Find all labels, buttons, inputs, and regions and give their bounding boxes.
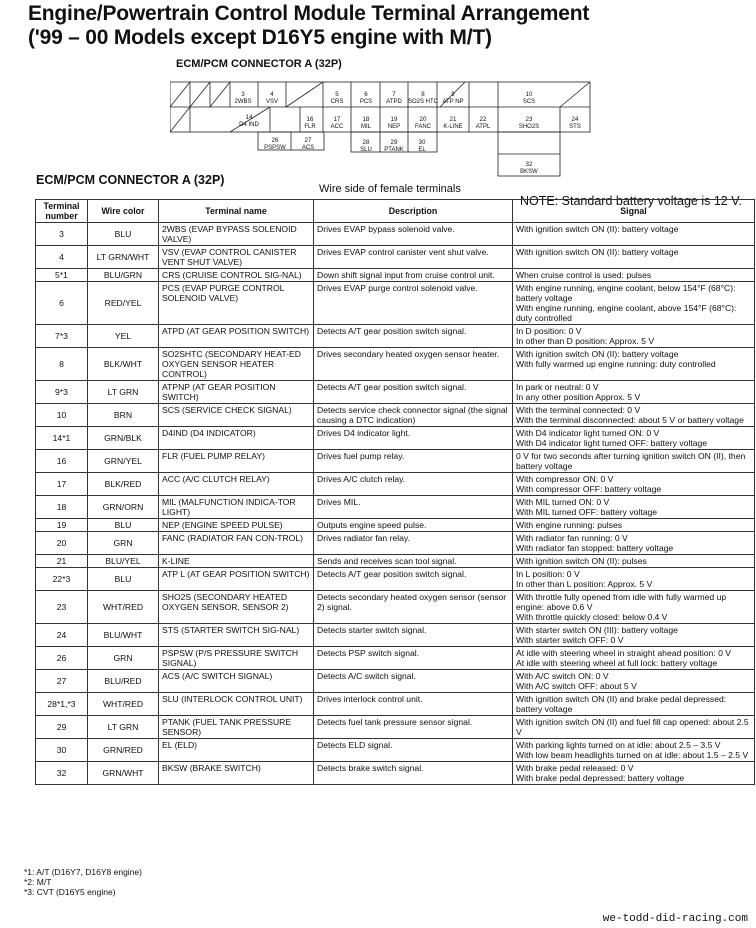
connector-terminal-number: 18 [362, 116, 370, 123]
terminal-name-cell: NEP (ENGINE SPEED PULSE) [159, 519, 314, 532]
connector-terminal-label: PCS [359, 99, 373, 105]
wire-color-cell: GRN/RED [88, 739, 159, 762]
terminal-table-container [35, 199, 754, 785]
description-cell: Detects ELD signal. [314, 739, 513, 762]
section-heading: ECM/PCM CONNECTOR A (32P) [36, 173, 225, 187]
description-cell: Drives fuel pump relay. [314, 450, 513, 473]
table-row [36, 555, 755, 568]
table-row [36, 450, 755, 473]
footnote-1: *1: A/T (D16Y7, D16Y8 engine) [24, 867, 142, 877]
terminal-number-cell: 23 [36, 591, 88, 624]
connector-terminal-number: 30 [418, 139, 426, 146]
description-cell: Detects starter switch signal. [314, 624, 513, 647]
wire-color-cell: LT GRN [88, 381, 159, 404]
terminal-number-cell: 27 [36, 670, 88, 693]
table-row [36, 496, 755, 519]
terminal-name-cell: EL (ELD) [159, 739, 314, 762]
table-row [36, 716, 755, 739]
connector-terminal-label: BKSW [520, 169, 538, 175]
signal-cell: When cruise control is used: pulses [513, 269, 755, 282]
terminal-number-cell: 18 [36, 496, 88, 519]
terminal-name-cell: SCS (SERVICE CHECK SIGNAL) [159, 404, 314, 427]
description-cell: Detects PSP switch signal. [314, 647, 513, 670]
table-row [36, 591, 755, 624]
signal-cell: With throttle fully opened from idle with fully warmed up engine: above 0.6 V With throttle quickly closed: below 0.4 V [513, 591, 755, 624]
terminal-number-cell: 10 [36, 404, 88, 427]
wire-color-cell: LT GRN/WHT [88, 246, 159, 269]
connector-terminal-label: SLU [360, 147, 372, 153]
connector-terminal-number: 28 [362, 139, 370, 146]
terminal-name-cell: STS (STARTER SWITCH SIG-NAL) [159, 624, 314, 647]
footnote-2: *2: M/T [24, 877, 52, 887]
connector-terminal-label: SO2S HTC [407, 99, 439, 105]
terminal-name-cell: 2WBS (EVAP BYPASS SOLENOID VALVE) [159, 223, 314, 246]
connector-terminal-number: 21 [449, 116, 457, 123]
wire-color-cell: BLU [88, 519, 159, 532]
table-row [36, 647, 755, 670]
table-row [36, 670, 755, 693]
connector-terminal-number: 6 [364, 91, 368, 98]
connector-terminal-number: 8 [421, 91, 425, 98]
table-row [36, 568, 755, 591]
wire-color-cell: WHT/RED [88, 693, 159, 716]
connector-diagram-title: ECM/PCM CONNECTOR A (32P) [176, 58, 342, 70]
connector-terminal-number: 4 [270, 91, 274, 98]
header-signal: Signal [513, 200, 755, 223]
wire-color-cell: BLU/YEL [88, 555, 159, 568]
terminal-name-cell: PCS (EVAP PURGE CONTROL SOLENOID VALVE) [159, 282, 314, 325]
wire-color-cell: BLU/RED [88, 670, 159, 693]
description-cell: Detects A/T gear position switch signal. [314, 325, 513, 348]
wire-color-cell: BRN [88, 404, 159, 427]
signal-cell: With MIL turned ON: 0 V With MIL turned OFF: battery voltage [513, 496, 755, 519]
signal-cell: With compressor ON: 0 V With compressor OFF: battery voltage [513, 473, 755, 496]
wire-color-cell: BLU [88, 568, 159, 591]
wire-color-cell: GRN [88, 647, 159, 670]
description-cell: Down shift signal input from cruise control unit. [314, 269, 513, 282]
connector-terminal-number: 19 [390, 116, 398, 123]
signal-cell: With the terminal connected: 0 V With the terminal disconnected: about 5 V or battery voltage [513, 404, 755, 427]
table-row [36, 762, 755, 785]
signal-cell: With starter switch ON (III): battery voltage With starter switch OFF: 0 V [513, 624, 755, 647]
terminal-number-cell: 7*3 [36, 325, 88, 348]
signal-cell: At idle with steering wheel in straight ahead position: 0 V At idle with steering wheel at full lock: battery voltage [513, 647, 755, 670]
connector-terminal-number: 23 [525, 116, 533, 123]
terminal-name-cell: ATP L (AT GEAR POSITION SWITCH) [159, 568, 314, 591]
connector-terminal-number: 29 [390, 139, 398, 146]
signal-cell: With ignition switch ON (II): battery voltage [513, 223, 755, 246]
connector-terminal-number: 20 [419, 116, 427, 123]
terminal-number-cell: 5*1 [36, 269, 88, 282]
table-row [36, 381, 755, 404]
description-cell: Sends and receives scan tool signal. [314, 555, 513, 568]
terminal-name-cell: SLU (INTERLOCK CONTROL UNIT) [159, 693, 314, 716]
table-header-row [36, 200, 755, 223]
terminal-number-cell: 16 [36, 450, 88, 473]
connector-terminal-number: 24 [571, 116, 579, 123]
header-terminal-number: Terminal number [36, 200, 88, 223]
signal-cell: With ignition switch ON (II): battery voltage With fully warmed up engine running: duty controlled [513, 348, 755, 381]
connector-terminal-label: EL [418, 147, 426, 153]
terminal-name-cell: K-LINE [159, 555, 314, 568]
connector-terminal-label: 2WBS [234, 99, 252, 105]
description-cell: Drives A/C clutch relay. [314, 473, 513, 496]
table-row [36, 693, 755, 716]
footnote-3: *3: CVT (D16Y5 engine) [24, 887, 116, 897]
connector-terminal-label: ATP NP [442, 99, 464, 105]
signal-cell: In park or neutral: 0 V In any other position Approx. 5 V [513, 381, 755, 404]
connector-terminal-label: STS [569, 124, 581, 130]
connector-terminal-number: 14 [245, 114, 253, 121]
connector-terminal-label: FANC [414, 124, 432, 130]
description-cell: Detects secondary heated oxygen sensor (sensor 2) signal. [314, 591, 513, 624]
terminal-number-cell: 8 [36, 348, 88, 381]
table-row [36, 348, 755, 381]
wire-color-cell: GRN/ORN [88, 496, 159, 519]
signal-cell: With radiator fan running: 0 V With radiator fan stopped: battery voltage [513, 532, 755, 555]
wire-color-cell: GRN/YEL [88, 450, 159, 473]
terminal-number-cell: 28*1,*3 [36, 693, 88, 716]
connector-terminal-number: 9 [451, 91, 455, 98]
signal-cell: With parking lights turned on at idle: about 2.5 – 3.5 V With low beam headlights turned on at idle: about 1.5 – 2.5 V [513, 739, 755, 762]
connector-terminal-label: FLR [304, 124, 316, 130]
description-cell: Drives radiator fan relay. [314, 532, 513, 555]
table-row [36, 532, 755, 555]
table-row [36, 427, 755, 450]
terminal-name-cell: FLR (FUEL PUMP RELAY) [159, 450, 314, 473]
description-cell: Detects service check connector signal (the signal causing a DTC indication) [314, 404, 513, 427]
terminal-number-cell: 32 [36, 762, 88, 785]
signal-cell: With ignition switch ON (II): battery voltage [513, 246, 755, 269]
terminal-number-cell: 29 [36, 716, 88, 739]
terminal-number-cell: 9*3 [36, 381, 88, 404]
table-row [36, 269, 755, 282]
connector-terminal-label: SCS [522, 99, 536, 105]
signal-cell: With ignition switch ON (II) and fuel fill cap opened: about 2.5 V [513, 716, 755, 739]
terminal-table [35, 199, 755, 785]
terminal-number-cell: 19 [36, 519, 88, 532]
wire-side-caption: Wire side of female terminals [319, 183, 461, 195]
connector-terminal-label: PTANK [384, 147, 404, 153]
wire-color-cell: GRN/WHT [88, 762, 159, 785]
terminal-name-cell: BKSW (BRAKE SWITCH) [159, 762, 314, 785]
description-cell: Drives EVAP purge control solenoid valve. [314, 282, 513, 325]
terminal-number-cell: 22*3 [36, 568, 88, 591]
terminal-number-cell: 20 [36, 532, 88, 555]
signal-cell: With engine running, engine coolant, below 154°F (68°C): battery voltage With engine running, engine coolant, above 154°F (68°C): duty controlled [513, 282, 755, 325]
signal-cell: In D position: 0 V In other than D position: Approx. 5 V [513, 325, 755, 348]
connector-diagram [170, 76, 600, 180]
description-cell: Detects brake switch signal. [314, 762, 513, 785]
signal-cell: With engine running: pulses [513, 519, 755, 532]
terminal-name-cell: CRS (CRUISE CONTROL SIG-NAL) [159, 269, 314, 282]
connector-terminal-number: 3 [241, 91, 245, 98]
signal-cell: With A/C switch ON: 0 V With A/C switch OFF: about 5 V [513, 670, 755, 693]
description-cell: Drives EVAP bypass solenoid valve. [314, 223, 513, 246]
table-row [36, 739, 755, 762]
connector-terminal-label: PSPSW [264, 145, 286, 151]
terminal-number-cell: 3 [36, 223, 88, 246]
description-cell: Drives EVAP control canister vent shut valve. [314, 246, 513, 269]
signal-cell: With ignition switch ON (II): pulses [513, 555, 755, 568]
connector-terminal-number: 27 [304, 137, 312, 144]
connector-terminal-label: ATPL [475, 124, 491, 130]
wire-color-cell: GRN [88, 532, 159, 555]
signal-cell: With ignition switch ON (II) and brake pedal depressed: battery voltage [513, 693, 755, 716]
terminal-name-cell: MIL (MALFUNCTION INDICA-TOR LIGHT) [159, 496, 314, 519]
table-row [36, 325, 755, 348]
connector-terminal-label: D4 IND [239, 122, 259, 128]
description-cell: Drives secondary heated oxygen sensor heater. [314, 348, 513, 381]
wire-color-cell: YEL [88, 325, 159, 348]
wire-color-cell: BLU/WHT [88, 624, 159, 647]
connector-terminal-number: 5 [335, 91, 339, 98]
connector-terminal-number: 10 [525, 91, 533, 98]
connector-terminal-label: ACS [301, 145, 315, 151]
description-cell: Drives interlock control unit. [314, 693, 513, 716]
terminal-name-cell: VSV (EVAP CONTROL CANISTER VENT SHUT VALVE) [159, 246, 314, 269]
terminal-name-cell: SO2SHTC (SECONDARY HEAT-ED OXYGEN SENSOR HEATER CONTROL) [159, 348, 314, 381]
description-cell: Detects A/T gear position switch signal. [314, 381, 513, 404]
terminal-number-cell: 24 [36, 624, 88, 647]
connector-terminal-number: 26 [271, 137, 279, 144]
terminal-name-cell: PSPSW (P/S PRESSURE SWITCH SIGNAL) [159, 647, 314, 670]
connector-terminal-label: ATPD [386, 99, 402, 105]
wire-color-cell: BLK/RED [88, 473, 159, 496]
connector-terminal-label: NEP [387, 124, 401, 130]
header-description: Description [314, 200, 513, 223]
wire-color-cell: RED/YEL [88, 282, 159, 325]
terminal-number-cell: 30 [36, 739, 88, 762]
terminal-number-cell: 14*1 [36, 427, 88, 450]
description-cell: Drives D4 indicator light. [314, 427, 513, 450]
terminal-name-cell: D4IND (D4 INDICATOR) [159, 427, 314, 450]
description-cell: Detects fuel tank pressure sensor signal. [314, 716, 513, 739]
signal-cell: With D4 indicator light turned ON: 0 V With D4 indicator light turned OFF: battery voltage [513, 427, 755, 450]
wire-color-cell: BLK/WHT [88, 348, 159, 381]
header-wire-color: Wire color [88, 200, 159, 223]
wire-color-cell: WHT/RED [88, 591, 159, 624]
connector-terminal-label: MIL [360, 124, 372, 130]
connector-terminal-label: K-LINE [443, 124, 463, 130]
connector-terminal-number: 7 [392, 91, 396, 98]
terminal-number-cell: 4 [36, 246, 88, 269]
connector-terminal-label: VSV [265, 99, 279, 105]
signal-cell: In L position: 0 V In other than L position: Approx. 5 V [513, 568, 755, 591]
terminal-name-cell: ATPD (AT GEAR POSITION SWITCH) [159, 325, 314, 348]
connector-terminal-number: 32 [525, 161, 533, 168]
connector-terminal-number: 22 [479, 116, 487, 123]
connector-terminal-label: SHO2S [518, 124, 540, 130]
terminal-number-cell: 6 [36, 282, 88, 325]
terminal-name-cell: PTANK (FUEL TANK PRESSURE SENSOR) [159, 716, 314, 739]
connector-terminal-label: ACC [330, 124, 344, 130]
terminal-number-cell: 26 [36, 647, 88, 670]
connector-terminal-label: CRS [330, 99, 344, 105]
description-cell: Detects A/C switch signal. [314, 670, 513, 693]
signal-cell: With brake pedal released: 0 V With brake pedal depressed: battery voltage [513, 762, 755, 785]
description-cell: Detects A/T gear position switch signal. [314, 568, 513, 591]
terminal-number-cell: 21 [36, 555, 88, 568]
signal-cell: 0 V for two seconds after turning ignition switch ON (II), then battery voltage [513, 450, 755, 473]
terminal-name-cell: ATPNP (AT GEAR POSITION SWITCH) [159, 381, 314, 404]
voltage-note: NOTE: Standard battery voltage is 12 V. [520, 194, 742, 208]
table-row [36, 223, 755, 246]
connector-terminal-number: 17 [333, 116, 341, 123]
terminal-name-cell: ACC (A/C CLUTCH RELAY) [159, 473, 314, 496]
wire-color-cell: BLU [88, 223, 159, 246]
table-row [36, 246, 755, 269]
header-terminal-name: Terminal name [159, 200, 314, 223]
website-watermark: we-todd-did-racing.com [602, 913, 748, 925]
page-title: Engine/Powertrain Control Module Terminal Arrangement ('99 – 00 Models except D16Y5 engine with M/T) [28, 2, 590, 49]
table-row [36, 519, 755, 532]
terminal-name-cell: SHO2S (SECONDARY HEATED OXYGEN SENSOR, SENSOR 2) [159, 591, 314, 624]
table-row [36, 473, 755, 496]
description-cell: Drives MIL. [314, 496, 513, 519]
terminal-name-cell: ACS (A/C SWITCH SIGNAL) [159, 670, 314, 693]
table-row [36, 404, 755, 427]
terminal-number-cell: 17 [36, 473, 88, 496]
connector-terminal-number: 16 [306, 116, 314, 123]
terminal-name-cell: FANC (RADIATOR FAN CON-TROL) [159, 532, 314, 555]
description-cell: Outputs engine speed pulse. [314, 519, 513, 532]
table-row [36, 282, 755, 325]
wire-color-cell: BLU/GRN [88, 269, 159, 282]
wire-color-cell: GRN/BLK [88, 427, 159, 450]
table-row [36, 624, 755, 647]
wire-color-cell: LT GRN [88, 716, 159, 739]
